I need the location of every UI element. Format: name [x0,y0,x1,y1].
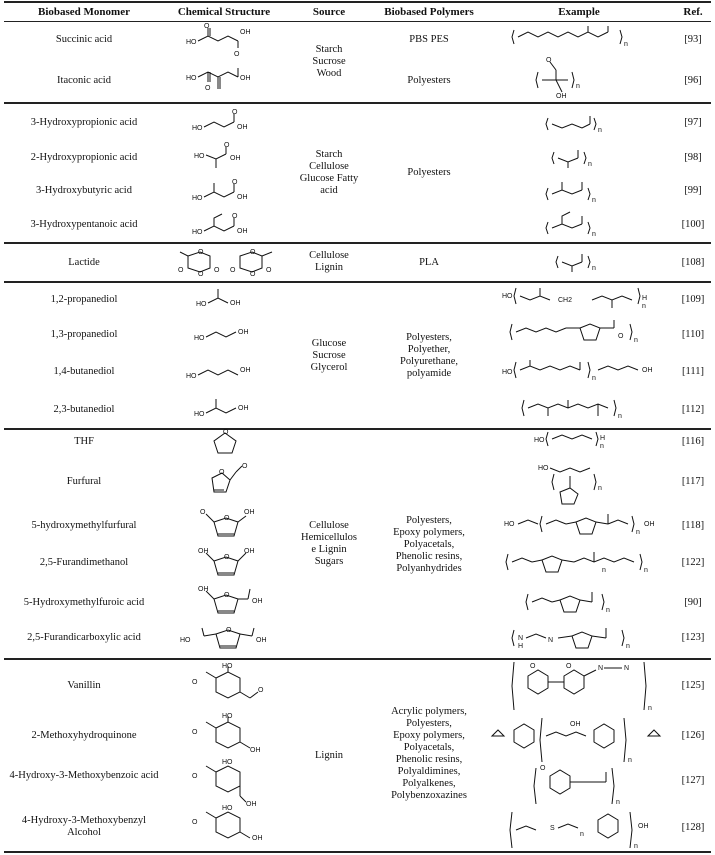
svg-text:OH: OH [237,228,248,235]
svg-text:O: O [250,271,256,278]
svg-text:n: n [598,127,602,134]
phv-example [544,210,614,240]
svg-text:O: O [204,23,210,30]
svg-text:HO: HO [502,369,513,376]
svg-text:O: O [198,271,204,278]
monomer-name: 3-Hydroxypropionic acid [30,117,138,128]
svg-text:OH: OH [244,548,255,555]
svg-text:O: O [618,333,624,340]
svg-text:HO: HO [196,301,207,308]
ref-cell: [97] [684,117,702,128]
svg-text:n: n [580,831,584,838]
svg-text:N: N [518,635,524,642]
furandimethanol-structure [194,545,264,581]
svg-text:O: O [540,765,546,772]
vanillyl-polymer-example [506,808,672,852]
svg-text:OH: OH [246,801,257,808]
svg-text:HO: HO [222,805,233,812]
polymer-cell: PBS PES [409,34,449,45]
svg-text:O: O [266,267,272,274]
ref-cell: [99] [684,185,702,196]
header-ref: Ref. [683,6,703,18]
svg-text:n: n [576,83,580,90]
ref-cell: [126] [681,730,705,741]
ptf-example [508,318,668,346]
polythf-example [534,428,624,452]
svg-text:O: O [178,267,184,274]
svg-text:OH: OH [238,405,249,412]
monomer-name: 1,2-propanediol [50,294,118,305]
svg-text:O: O [232,109,238,116]
polypropanediol-example [502,284,672,312]
svg-text:n: n [598,485,602,492]
svg-text:HO: HO [222,759,233,766]
polyfurfural-example [530,458,620,508]
svg-text:O: O [200,509,206,516]
group-separator [4,242,711,244]
svg-text:O: O [226,627,232,634]
monomer-name: 2-Methoxyhydroquinone [31,730,137,741]
svg-text:HO: HO [186,373,197,380]
hydroxypropionic-acid-structure [192,109,272,134]
pbs-butanediol-example [502,358,672,384]
monomer-name: 2,5-Furandicarboxylic acid [27,632,141,643]
hydroxypentanoic-acid-structure [192,212,272,238]
vanillin-structure [186,664,276,712]
ref-cell: [123] [681,632,705,643]
pla-example [550,144,610,170]
monomer-name: 3-Hydroxybutyric acid [36,185,132,196]
ref-cell: [110] [681,329,705,340]
svg-text:OH: OH [230,155,241,162]
butanediol-23-structure [194,394,264,420]
monomer-name: Itaconic acid [57,75,111,86]
svg-text:OH: OH [198,586,209,593]
svg-text:O: O [546,57,552,64]
source-cell: Cellulose Hemicellulos e Lignin Sugars [301,520,357,567]
svg-text:OH: OH [250,747,261,754]
monomer-name: 1,4-butanediol [53,366,115,377]
svg-text:O: O [198,249,204,256]
svg-text:HO: HO [222,713,233,720]
lactic-acid-structure [194,144,264,170]
ref-cell: [118] [681,520,705,531]
svg-text:HO: HO [186,39,197,46]
ref-cell: [112] [681,404,705,415]
svg-text:O: O [250,249,256,256]
polymer-cell: Polyesters, Epoxy polymers, Polyacetals, Phenolic resins, Polyanhydrides [393,515,465,574]
methoxyhydroquinone-structure [186,714,276,760]
svg-text:HO: HO [538,465,549,472]
svg-text:OH: OH [252,598,263,605]
hmfa-polymer-example [524,588,644,616]
svg-text:OH: OH [240,367,251,374]
svg-text:O: O [234,51,240,58]
svg-text:n: n [642,303,646,310]
monomer-name: 4-Hydroxy-3-Methoxybenzoic acid [9,770,159,781]
svg-text:N: N [598,665,604,672]
svg-text:O: O [192,729,198,736]
hydroxybutyric-acid-structure [192,180,272,204]
svg-text:H: H [642,295,648,302]
svg-text:OH: OH [252,835,263,842]
svg-text:O: O [224,592,230,599]
monomer-name: 5-Hydroxymethylfuroic acid [23,597,145,608]
svg-text:O: O [230,267,236,274]
ref-cell: [122] [681,557,705,568]
svg-text:H: H [518,643,524,650]
ref-cell: [98] [684,152,702,163]
svg-text:O: O [223,429,229,436]
group-separator [4,102,711,104]
ref-cell: [128] [681,822,705,833]
svg-text:n: n [618,413,622,420]
svg-text:HO: HO [222,663,233,670]
svg-text:OH: OH [570,721,581,728]
svg-text:O: O [224,554,230,561]
svg-text:OH: OH [240,29,251,36]
vanillin-polymer-example [504,658,674,714]
monomer-name: 2,3-butanediol [53,404,115,415]
ref-cell: [108] [681,257,705,268]
svg-text:HO: HO [192,229,203,236]
svg-text:n: n [628,757,632,764]
svg-text:O: O [232,179,238,186]
polymer-cell: Polyesters [407,75,451,86]
source-cell: Cellulose Lignin [309,250,349,273]
ref-cell: [111] [682,366,704,377]
svg-text:OH: OH [642,367,653,374]
hmf-structure [194,508,264,542]
monomer-name: 4-Hydroxy-3-Methoxybenzyl Alcohol [21,815,147,838]
fdca-structure [180,624,280,654]
header-monomer: Biobased Monomer [38,6,130,18]
propanediol-13-structure [194,322,274,342]
pbsu-23-example [520,394,660,422]
svg-text:HO: HO [194,153,205,160]
svg-text:HO: HO [180,637,191,644]
svg-text:OH: OH [237,194,248,201]
svg-text:HO: HO [534,437,545,444]
source-cell: Glucose Sucrose Glycerol [310,338,348,373]
svg-text:H: H [600,435,606,442]
furfural-structure [202,464,252,498]
svg-text:n: n [592,231,596,238]
itaconic-acid-structure [184,66,274,96]
svg-text:n: n [616,799,620,806]
svg-text:HO: HO [504,521,515,528]
monomer-name: Furfural [66,476,102,487]
svg-text:OH: OH [198,548,209,555]
svg-text:n: n [644,567,648,574]
svg-text:N: N [624,665,630,672]
svg-text:O: O [192,773,198,780]
propanediol-12-structure [196,286,266,308]
phb-example [544,178,614,206]
ref-cell: [93] [684,34,702,45]
lactide-structure [176,248,286,278]
svg-text:HO: HO [186,75,197,82]
svg-text:OH: OH [556,93,567,100]
svg-text:HO: HO [192,195,203,202]
svg-text:n: n [588,161,592,168]
polyitaconate-example [528,56,598,100]
svg-text:n: n [592,375,596,382]
svg-text:OH: OH [256,637,267,644]
svg-text:HO: HO [192,125,203,132]
monomer-name: Vanillin [67,680,101,691]
polymer-cell: PLA [419,257,439,268]
monomer-name: 3-Hydroxypentanoic acid [30,219,138,230]
svg-text:O: O [214,267,220,274]
svg-text:HO: HO [502,293,513,300]
svg-text:O: O [232,213,238,220]
pla-lactide-example [554,250,614,276]
source-cell: Starch Cellulose Glucose Fatty acid [299,149,359,196]
header-polymers: Biobased Polymers [384,6,474,18]
header-source: Source [312,6,346,18]
svg-text:n: n [600,443,604,450]
methoxyhydroquinone-epoxy-example [488,712,674,766]
vanillyl-alcohol-structure [186,805,276,850]
svg-text:n: n [648,705,652,712]
svg-text:OH: OH [644,521,655,528]
source-cell: Lignin [315,750,343,761]
svg-text:OH: OH [237,124,248,131]
monomer-name: 2,5-Furandimethanol [39,557,129,568]
monomer-name: Lactide [68,257,100,268]
fdm-polymer-example [502,548,672,578]
svg-text:HO: HO [194,335,205,342]
polymer-cell: Polyesters, Polyether, Polyurethane, polyamide [399,332,459,379]
svg-text:n: n [606,607,610,614]
source-cell: Starch Sucrose Wood [312,44,346,79]
ref-cell: [127] [681,775,705,786]
svg-text:n: n [636,529,640,536]
svg-text:n: n [592,197,596,204]
svg-text:n: n [634,843,638,850]
svg-text:OH: OH [238,329,249,336]
vanillic-acid-structure [186,759,276,808]
vanillic-polyester-example [530,764,650,808]
fdca-polyamide-example [510,624,670,654]
svg-text:OH: OH [230,300,241,307]
monomer-name: 1,3-propanediol [50,329,118,340]
svg-text:OH: OH [240,75,251,82]
ref-cell: [117] [681,476,705,487]
svg-text:OH: OH [244,509,255,516]
header-rule [4,21,711,22]
succinic-acid-structure [184,23,274,58]
ref-cell: [96] [684,75,702,86]
monomer-name: 2-Hydroxypropionic acid [30,152,138,163]
php-example [544,112,614,136]
svg-text:n: n [592,265,596,272]
biobased-monomers-table [4,0,711,855]
svg-text:OH: OH [638,823,649,830]
svg-text:O: O [258,687,264,694]
thf-structure [210,430,240,456]
ref-cell: [109] [681,294,705,305]
svg-text:n: n [624,41,628,48]
monomer-name: THF [74,436,94,447]
svg-text:O: O [566,663,572,670]
header-example: Example [558,6,600,18]
ref-cell: [90] [684,597,702,608]
ref-cell: [116] [681,436,705,447]
table-top-rule [4,1,711,3]
svg-text:O: O [205,85,211,92]
svg-text:O: O [242,463,248,470]
svg-text:O: O [192,679,198,686]
svg-text:n: n [626,643,630,650]
ref-cell: [100] [681,219,705,230]
group-separator [4,281,711,283]
ref-cell: [125] [681,680,705,691]
butanediol-14-structure [186,360,276,380]
svg-text:O: O [192,819,198,826]
polymer-cell: Acrylic polymers, Polyesters, Epoxy polymers, Polyacetals, Phenolic resins, Polyaldimines, Polyalkenes, Polybenzoxazines [391,706,467,801]
svg-text:n: n [602,567,606,574]
monomer-name: Succinic acid [55,34,113,45]
svg-text:S: S [550,825,555,832]
hmf-polymer-example [504,510,674,542]
svg-text:O: O [219,469,225,476]
svg-text:n: n [634,337,638,344]
polymer-cell: Polyesters [407,167,451,178]
svg-text:CH2: CH2 [558,297,573,304]
hydroxymethylfuroic-acid-structure [194,585,274,619]
monomer-name: 5-hydroxymethylfurfural [31,520,137,531]
svg-text:O: O [224,515,230,522]
svg-text:O: O [224,142,230,149]
pbs-example [510,24,640,50]
svg-text:HO: HO [194,411,205,418]
svg-text:N: N [548,637,554,644]
svg-text:O: O [530,663,536,670]
header-structure: Chemical Structure [177,6,271,18]
